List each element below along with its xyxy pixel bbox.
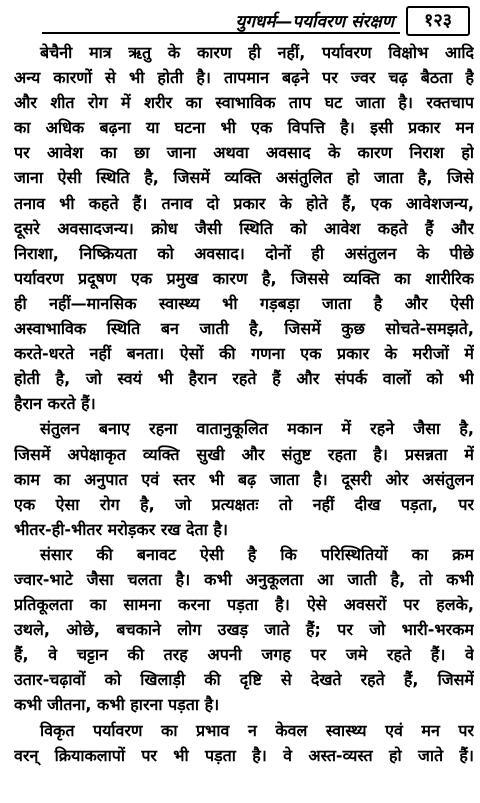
text-line: एक ऐसा रोग है, जो प्रत्यक्षतः तो नहीं दीख पड़ता, पर	[14, 494, 474, 514]
paragraph	[14, 40, 474, 416]
text-line: निराशा, निष्क्रियता को अवसाद। दोनों ही असंतुलन के पीछे	[14, 243, 474, 263]
text-line: भीतर-ही-भीतर मरोड़कर रख देता है।	[14, 519, 228, 539]
paragraph	[14, 718, 474, 768]
text-line: हैं, वे चट्टान की तरह अपनी जगह पर जमे रहते हैं। वे	[14, 645, 474, 665]
text-line: जाना ऐसी स्थिति है, जिसमें व्यक्ति असंतुलित हो जाता है, जिसे	[14, 168, 474, 188]
text-line: बेचैनी मात्र ऋतु के कारण ही नहीं, पर्यावरण विक्षोभ आदि	[40, 43, 474, 62]
page-header	[42, 6, 470, 36]
text-line: अस्वाभाविक स्थिति बन जाती है, जिसमें कुछ सोचते-समझते,	[14, 319, 474, 339]
page-number: १२३	[406, 6, 470, 36]
text-line: और शीत रोग में शरीर का स्वाभाविक ताप घट जाता है। रक्तचाप	[14, 93, 474, 113]
text-line: विकृत पर्यावरण का प्रभाव न केवल स्वास्थ्य एवं मन पर	[40, 720, 474, 740]
text-line: प्रतिकूलता का सामना करना पड़ता है। ऐसे अवसरों पर हलके,	[14, 595, 474, 615]
paragraph	[14, 542, 474, 718]
text-line: जिसमें अपेक्षाकृत व्यक्ति सुखी और संतुष्ट रहता है। प्रसन्नता में	[14, 444, 474, 464]
text-line: पर आवेश का छा जाना अथवा अवसाद के कारण निराश हो	[14, 143, 474, 163]
body-text	[14, 40, 474, 768]
header-rule	[42, 32, 400, 34]
text-line: हैरान करते हैं।	[14, 394, 96, 414]
text-line: अन्य कारणों से भी होती है। तापमान बढ़ने पर ज्वर चढ़ बैठता है	[14, 68, 474, 88]
running-title: युगधर्म—पर्यावरण संरक्षण	[235, 12, 394, 32]
text-line: काम का अनुपात एवं स्तर भी बढ़ जाता है। दूसरी ओर असंतुलन	[14, 469, 474, 489]
text-line: ज्वार-भाटे जैसा चलता है। कभी अनुकूलता आ जाती है, तो कभी	[14, 569, 474, 589]
text-line: उथले, ओछे, बचकाने लोग उखड़ जाते हैं; पर जो भारी-भरकम	[14, 620, 474, 640]
text-line: करते-धरते नहीं बनता। ऐसों की गणना एक प्रकार के मरीजों में	[14, 344, 474, 364]
text-line: तनाव भी कहते हैं। तनाव दो प्रकार के होते हैं, एक आवेशजन्य,	[14, 193, 474, 213]
text-line: कभी जीतना, कभी हारना पड़ता है।	[14, 695, 220, 715]
text-line: संतुलन बनाए रहना वातानुकूलित मकान में रहने जैसा है,	[40, 419, 474, 439]
text-line: वरन् क्रियाकलापों पर भी पड़ता है। वे अस्त-व्यस्त हो जाते हैं।	[14, 745, 474, 765]
text-line: संसार की बनावट ऐसी है कि परिस्थितियों का क्रम	[40, 544, 474, 564]
text-line: ही नहीं—मानसिक स्वास्थ्य भी गड़बड़ा जाता है और ऐसी	[14, 293, 474, 313]
text-line: का अधिक बढ़ना या घटना भी एक विपत्ति है। इसी प्रकार मन	[14, 118, 474, 138]
text-line: उतार-चढ़ावों को खिलाड़ी की दृष्टि से देखते रहते हैं, जिसमें	[14, 670, 474, 690]
text-line: दूसरे अवसादजन्य। क्रोध जैसी स्थिति को आवेश कहते हैं और	[14, 218, 474, 238]
text-line: होती है, जो स्वयं भी हैरान रहते हैं और संपर्क वालों को भी	[14, 369, 474, 389]
paragraph	[14, 416, 474, 541]
text-line: पर्यावरण प्रदूषण एक प्रमुख कारण है, जिससे व्यक्ति का शारीरिक	[14, 268, 474, 288]
